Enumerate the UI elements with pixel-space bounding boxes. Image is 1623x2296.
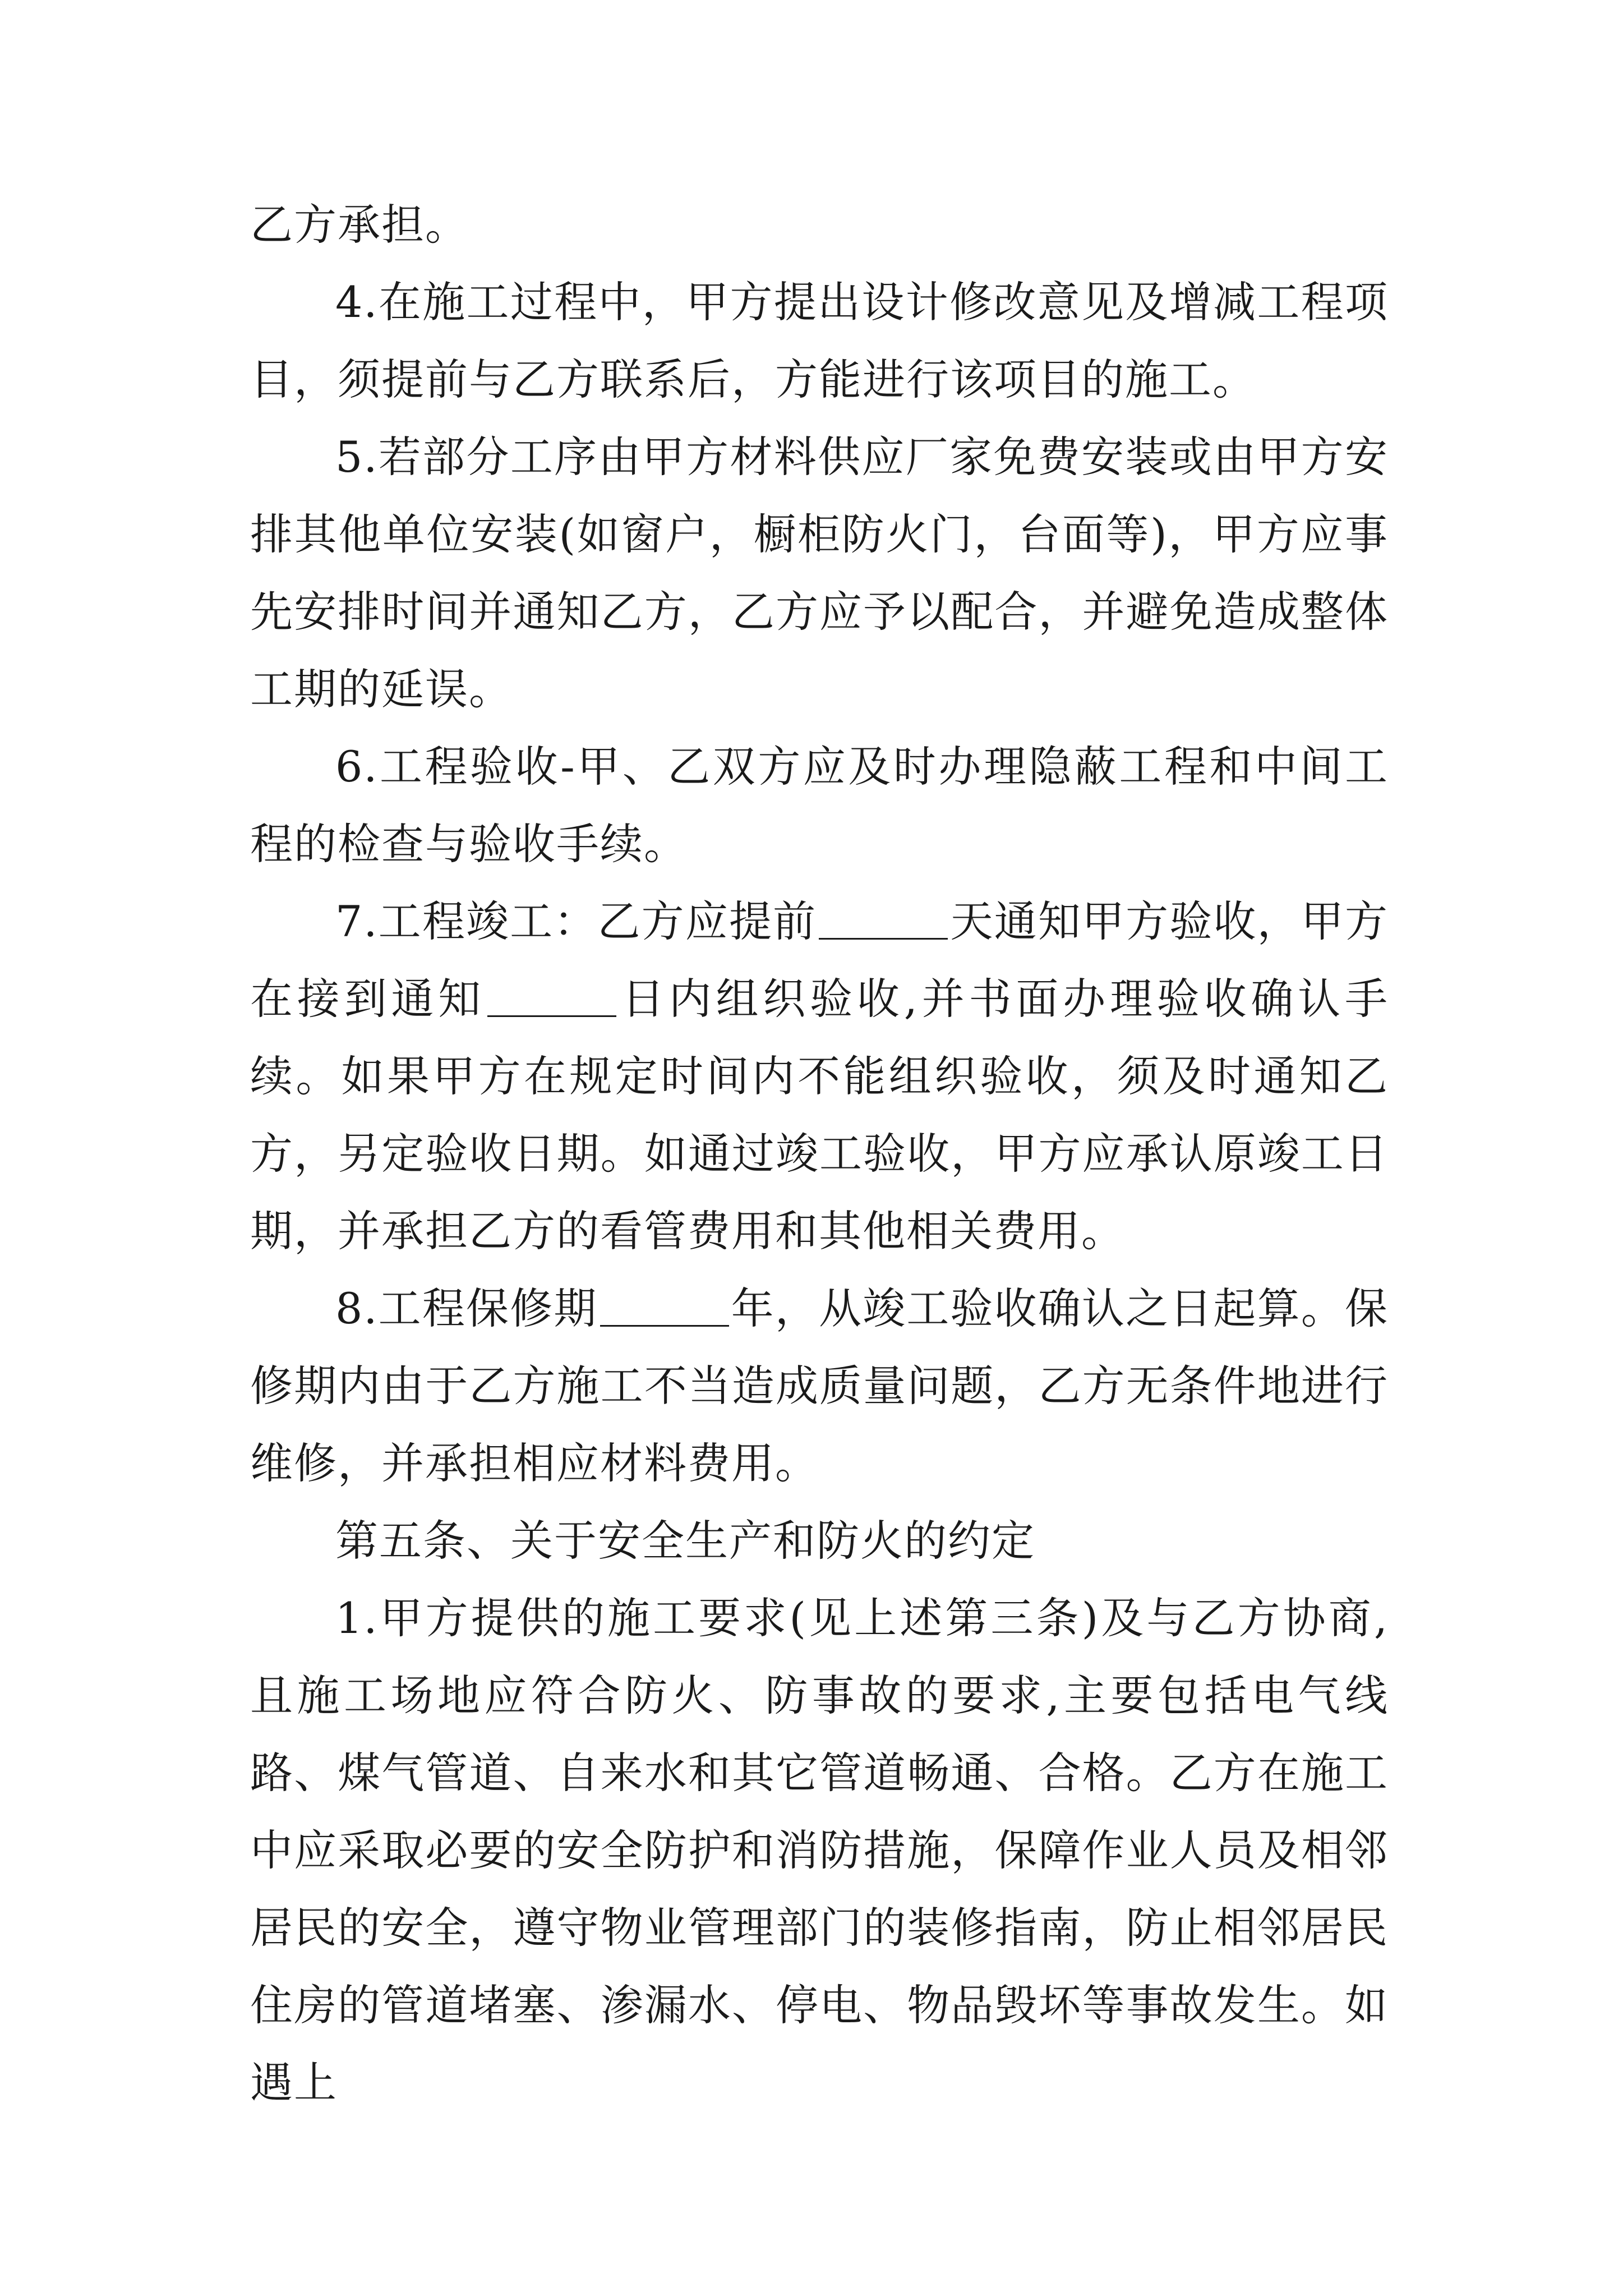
paragraph-clause-7 [250, 883, 1389, 1270]
paragraph-text: 日内组织验收,并书面办理验收确认手续。如果甲方在规定时间内不能组织验收，须及时通知乙方，另定验收日期。如通过竣工验收，甲方应承认原竣工日期，并承担乙方的看管费用和其他相关费用。 [250, 974, 1389, 1256]
paragraph-text: 天通知甲方验收，甲方在接到通知 [250, 896, 1389, 1024]
paragraph-clause-4 [250, 264, 1389, 418]
paragraph-text: 8.工程保修期 [335, 1283, 598, 1333]
paragraph-clause-5 [250, 418, 1389, 728]
paragraph-clause-6 [250, 728, 1389, 883]
paragraph-text: 乙方承担。 [250, 200, 469, 250]
paragraph-text: 年，从竣工验收确认之日起算。保修期内由于乙方施工不当造成质量问题，乙方无条件地进行维修，并承担相应材料费用。 [250, 1283, 1389, 1488]
paragraph-text: 6.工程验收-甲、乙双方应及时办理隐蔽工程和中间工程的检查与验收手续。 [250, 742, 1389, 869]
paragraph-text: 1.甲方提供的施工要求(见上述第三条)及与乙方协商,且施工场地应符合防火、防事故的要求,主要包括电气线路、煤气管道、自来水和其它管道畅通、合格。乙方在施工中应采取必要的安全防护和消防措施，保障作业人员及相邻居民的安全，遵守物业管理部门的装修指南，防止相邻居民住房的管道堵塞、渗漏水、停电、物品毁坏等事故发生。如遇上 [250, 1593, 1389, 2108]
paragraph-article-5-clause-1 [250, 1580, 1389, 2122]
section-heading-article-5 [250, 1502, 1389, 1580]
fill-in-blank-days-notice [819, 895, 948, 940]
paragraph-text: 7.工程竣工：乙方应提前 [335, 896, 817, 946]
fill-in-blank-warranty-years [600, 1282, 729, 1327]
document-body [250, 186, 1389, 2122]
paragraph-continuation [250, 186, 1389, 264]
paragraph-text: 5.若部分工序由甲方材料供应厂家免费安装或由甲方安排其他单位安装(如窗户，橱柜防火门，台面等)，甲方应事先安排时间并通知乙方，乙方应予以配合，并避免造成整体工期的延误。 [250, 432, 1389, 714]
fill-in-blank-days-acceptance [487, 973, 616, 1017]
paragraph-text: 4.在施工过程中，甲方提出设计修改意见及增减工程项目，须提前与乙方联系后，方能进行该项目的施工。 [250, 277, 1389, 404]
section-heading-text: 第五条、关于安全生产和防火的约定 [335, 1516, 1035, 1566]
paragraph-clause-8 [250, 1270, 1389, 1502]
